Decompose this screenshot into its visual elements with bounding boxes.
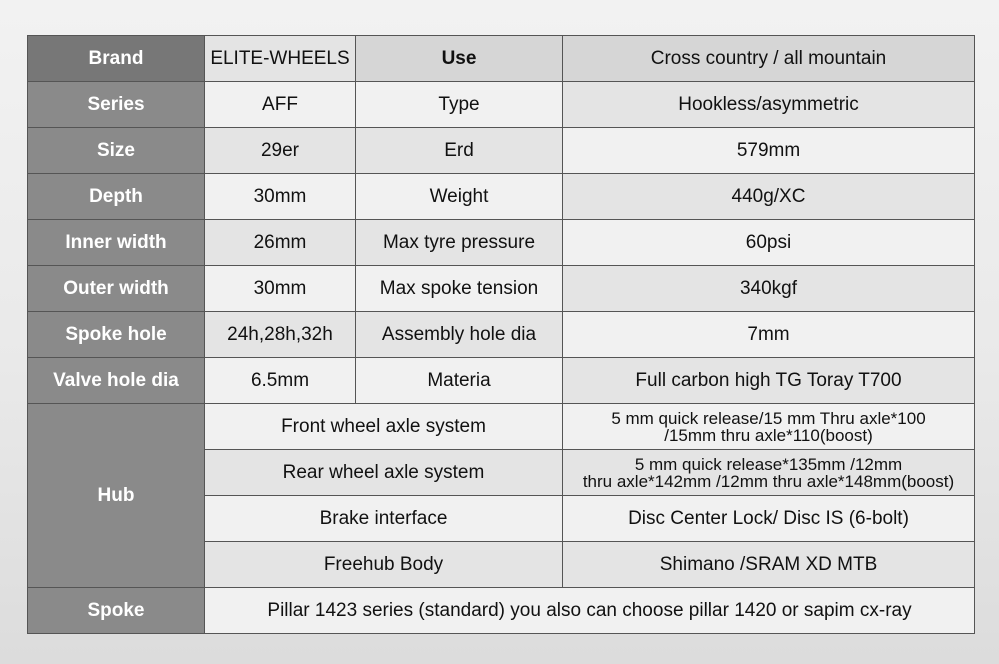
row-spec: 440g/XC: [563, 174, 975, 220]
spec-table: [27, 35, 975, 634]
hub-attr: Brake interface: [205, 496, 563, 542]
row-label: Valve hole dia: [28, 358, 205, 404]
hub-spec-line: /15mm thru axle*110(boost): [664, 425, 873, 445]
row-spec: 60psi: [563, 220, 975, 266]
row-value: 24h,28h,32h: [205, 312, 356, 358]
row-value: AFF: [205, 82, 356, 128]
row-value: 26mm: [205, 220, 356, 266]
row-value: 6.5mm: [205, 358, 356, 404]
row-spec: Full carbon high TG Toray T700: [563, 358, 975, 404]
table-row: [28, 36, 975, 82]
hub-attr: Freehub Body: [205, 542, 563, 588]
table-row: [28, 82, 975, 128]
spoke-value: Pillar 1423 series (standard) you also can choose pillar 1420 or sapim cx-ray: [205, 588, 975, 634]
hub-label: Hub: [28, 404, 205, 588]
hub-spec: [563, 450, 975, 496]
row-spec: Hookless/asymmetric: [563, 82, 975, 128]
row-value: ELITE-WHEELS: [205, 36, 356, 82]
row-attr: Use: [356, 36, 563, 82]
row-attr: Weight: [356, 174, 563, 220]
row-label: Spoke hole: [28, 312, 205, 358]
table-row: [28, 174, 975, 220]
row-value: 30mm: [205, 266, 356, 312]
row-label: Inner width: [28, 220, 205, 266]
row-spec: Cross country / all mountain: [563, 36, 975, 82]
table-row: [28, 266, 975, 312]
row-label: Series: [28, 82, 205, 128]
table-row: [28, 312, 975, 358]
table-row: [28, 404, 975, 450]
row-attr: Max tyre pressure: [356, 220, 563, 266]
row-label: Size: [28, 128, 205, 174]
row-label: Outer width: [28, 266, 205, 312]
table-row: [28, 588, 975, 634]
hub-attr: Rear wheel axle system: [205, 450, 563, 496]
hub-spec-line: 5 mm quick release*135mm /12mm: [634, 454, 903, 474]
hub-spec-line: 5 mm quick release/15 mm Thru axle*100: [611, 408, 926, 428]
row-attr: Type: [356, 82, 563, 128]
row-attr: Assembly hole dia: [356, 312, 563, 358]
row-spec: 340kgf: [563, 266, 975, 312]
hub-spec: Shimano /SRAM XD MTB: [563, 542, 975, 588]
hub-spec: [563, 404, 975, 450]
row-attr: Erd: [356, 128, 563, 174]
hub-attr: Front wheel axle system: [205, 404, 563, 450]
table-row: [28, 128, 975, 174]
hub-spec: Disc Center Lock/ Disc IS (6-bolt): [563, 496, 975, 542]
row-value: 29er: [205, 128, 356, 174]
table-row: [28, 358, 975, 404]
row-value: 30mm: [205, 174, 356, 220]
spoke-label: Spoke: [28, 588, 205, 634]
row-spec: 579mm: [563, 128, 975, 174]
row-attr: Max spoke tension: [356, 266, 563, 312]
row-label: Depth: [28, 174, 205, 220]
table-row: [28, 220, 975, 266]
row-spec: 7mm: [563, 312, 975, 358]
row-attr: Materia: [356, 358, 563, 404]
hub-spec-line: thru axle*142mm /12mm thru axle*148mm(boost): [582, 471, 955, 491]
row-label: Brand: [28, 36, 205, 82]
